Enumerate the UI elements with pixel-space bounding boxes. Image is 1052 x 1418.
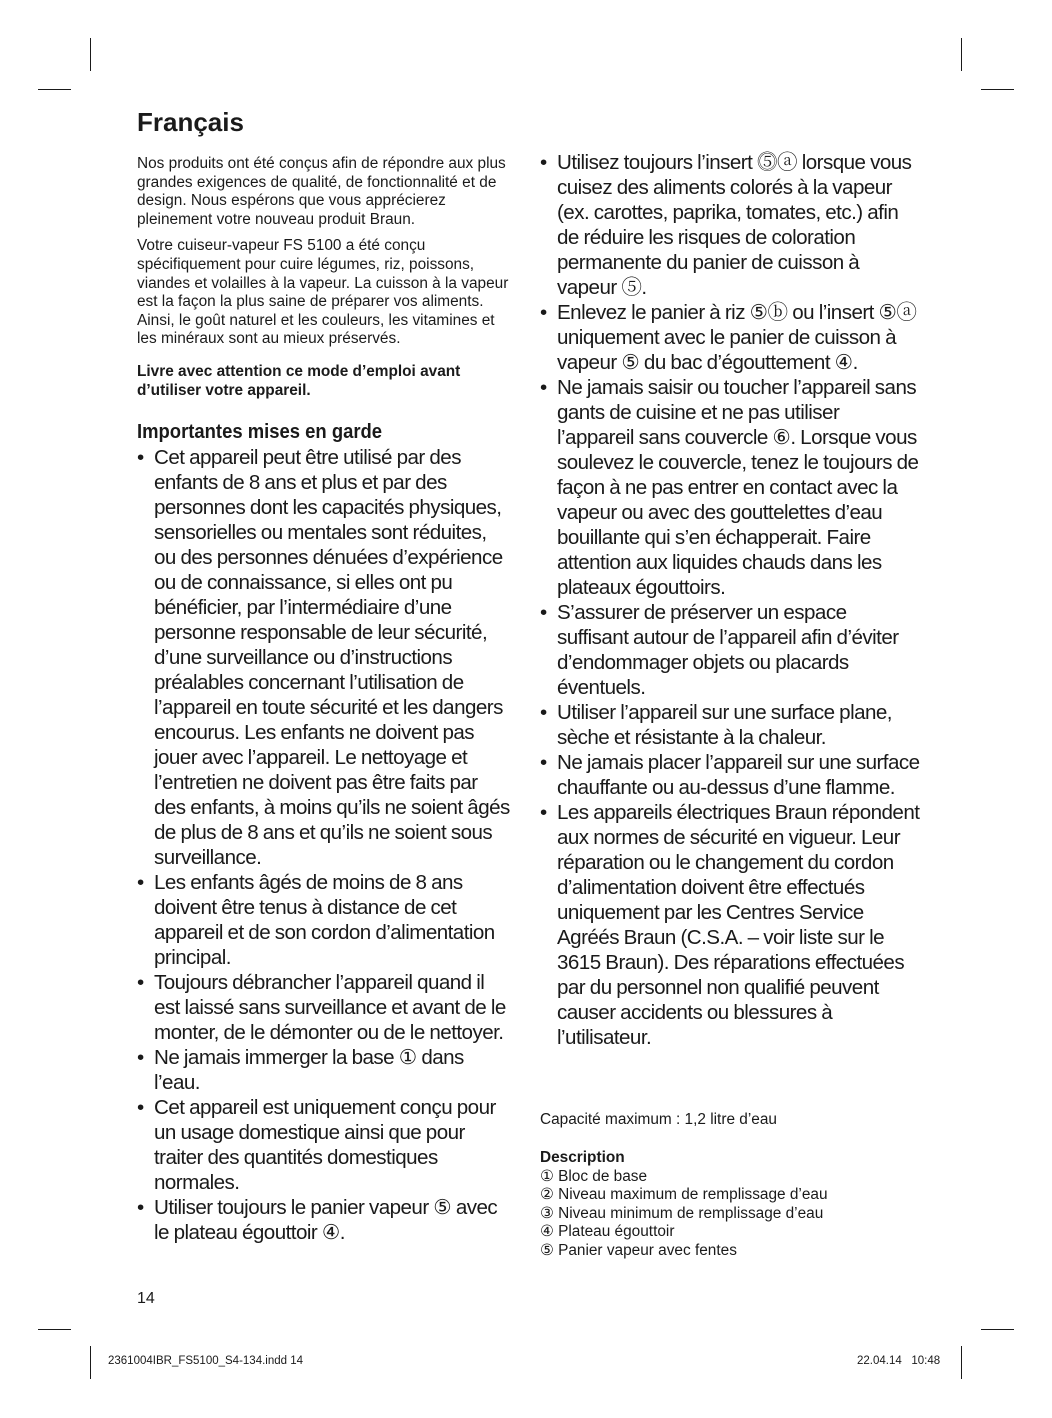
safety-item: • S’assurer de préserver un espace suffisant autour de l’appareil afin d’éviter d’endommager objets ou placards éventuels. (540, 600, 920, 700)
safety-item: • Les enfants âgés de moins de 8 ans doivent être tenus à distance de cet appareil et de son cordon d’alimentation principal. (137, 870, 513, 970)
description-item: ⑤ Panier vapeur avec fentes (540, 1241, 737, 1259)
safety-item: • Ne jamais placer l’appareil sur une surface chauffante ou au-dessus d’une flamme. (540, 750, 920, 800)
safety-item: • Ne jamais saisir ou toucher l’appareil sans gants de cuisine et ne pas utiliser l’appareil sans couvercle ⑥. Lorsque vous soulevez le couvercle, tenez le toujours de façon à ne pas entrer en contact avec la vapeur ou avec des gouttelettes d’eau bouillante qui s’en échapperait. Faire attention aux liquides chauds dans les plateaux égouttoirs. (540, 375, 920, 600)
safety-item: • Utiliser toujours le panier vapeur ⑤ avec le plateau égouttoir ④. (137, 1195, 513, 1245)
description-section (540, 1149, 828, 1261)
safety-list-left (137, 445, 513, 1245)
crop-mark (38, 89, 71, 90)
safety-item: • Cet appareil peut être utilisé par des enfants de 8 ans et plus et par des personnes dont les capacités physiques, sensorielles ou mentales sont réduites, ou des personnes dénuées d’expérience ou de connaissance, si elles ont pu bénéficier, par l’intermédiaire d’une personne responsable de leur sécurité, d’une surveillance ou d’instructions préalables concernant l’utilisation de l’appareil en toute sécurité et les dangers encourus. Les enfants ne doivent pas jouer avec l’appareil. Le nettoyage et l’entretien ne doivent pas être faits par des enfants, à moins qu’ils ne soient âgés de plus de 8 ans et qu’ils ne soient sous surveillance. (137, 445, 513, 870)
page-title: Français (137, 107, 244, 137)
page-number: 14 (137, 1290, 155, 1307)
description-item: ① Bloc de base (540, 1167, 648, 1185)
left-column (137, 155, 513, 1245)
safety-heading: Importantes mises en garde (137, 420, 383, 444)
description-item: ③ Niveau minimum de remplissage d’eau (540, 1204, 824, 1222)
safety-item: • Utiliser l’appareil sur une surface plane, sèche et résistante à la chaleur. (540, 700, 920, 750)
capacity-text: Capacité maximum : 1,2 litre d’eau (540, 1111, 777, 1128)
safety-item: • Enlevez le panier à riz ⑤ⓑ ou l’insert ⑤ⓐ uniquement avec le panier de cuisson à vapeur ⑤ du bac d’égouttement ④. (540, 300, 920, 375)
crop-mark (981, 1329, 1014, 1330)
description-heading: Description (540, 1149, 625, 1166)
crop-mark (981, 89, 1014, 90)
crop-mark (90, 1346, 91, 1379)
crop-mark (961, 1346, 962, 1379)
intro-paragraph: Votre cuiseur-vapeur FS 5100 a été conçu spécifiquement pour cuire légumes, riz, poissons, viandes et volailles à la vapeur. La cuisson à la vapeur est la façon la plus saine de préparer vos aliments. Ainsi, le goût naturel et les couleurs, les vitamines et les minéraux sont au mieux préservés. (137, 237, 509, 348)
description-list (540, 1168, 828, 1261)
intro-paragraph: Nos produits ont été conçus afin de répondre aux plus grandes exigences de qualité, de fonctionnalité et de design. Nous espérons que vous apprécierez pleinement votre nouveau produit Braun. (137, 155, 506, 228)
crop-mark (961, 38, 962, 71)
safety-item: • Cet appareil est uniquement conçu pour un usage domestique ainsi que pour traiter des quantités domestiques normales. (137, 1095, 513, 1195)
crop-mark (38, 1329, 71, 1330)
intro-section (137, 155, 513, 400)
safety-item: • Toujours débrancher l’appareil quand il est laissé sans surveillance et avant de le monter, de le démonter ou de le nettoyer. (137, 970, 513, 1045)
description-item: ④ Plateau égouttoir (540, 1223, 675, 1241)
description-item: ② Niveau maximum de remplissage d’eau (540, 1186, 828, 1204)
footer-date: 22.04.14 10:48 (857, 1355, 941, 1367)
safety-item: • Ne jamais immerger la base ① dans l’eau. (137, 1045, 513, 1095)
safety-item: • Les appareils électriques Braun répondent aux normes de sécurité en vigueur. Leur réparation ou le changement du cordon d’alimentation doivent être effectués uniquement par les Centres Service Agréés Braun (C.S.A. – voir liste sur le 3615 Braun). Des réparations effectuées par du personnel non qualifié peuvent causer accidents ou blessures à l’utilisateur. (540, 800, 920, 1050)
footer-filename: 2361004IBR_FS5100_S4-134.indd 14 (108, 1355, 304, 1367)
safety-list-right (540, 150, 920, 1050)
safety-item: • Utilisez toujours l’insert ⓹ⓐ lorsque vous cuisez des aliments colorés à la vapeur (ex. carottes, paprika, tomates, etc.) afin de réduire les risques de coloration permanente du panier de cuisson à vapeur ⑤. (540, 150, 920, 300)
intro-warning: Livre avec attention ce mode d’emploi avant d’utiliser votre appareil. (137, 362, 461, 399)
crop-mark (90, 38, 91, 71)
right-column (540, 150, 920, 1050)
